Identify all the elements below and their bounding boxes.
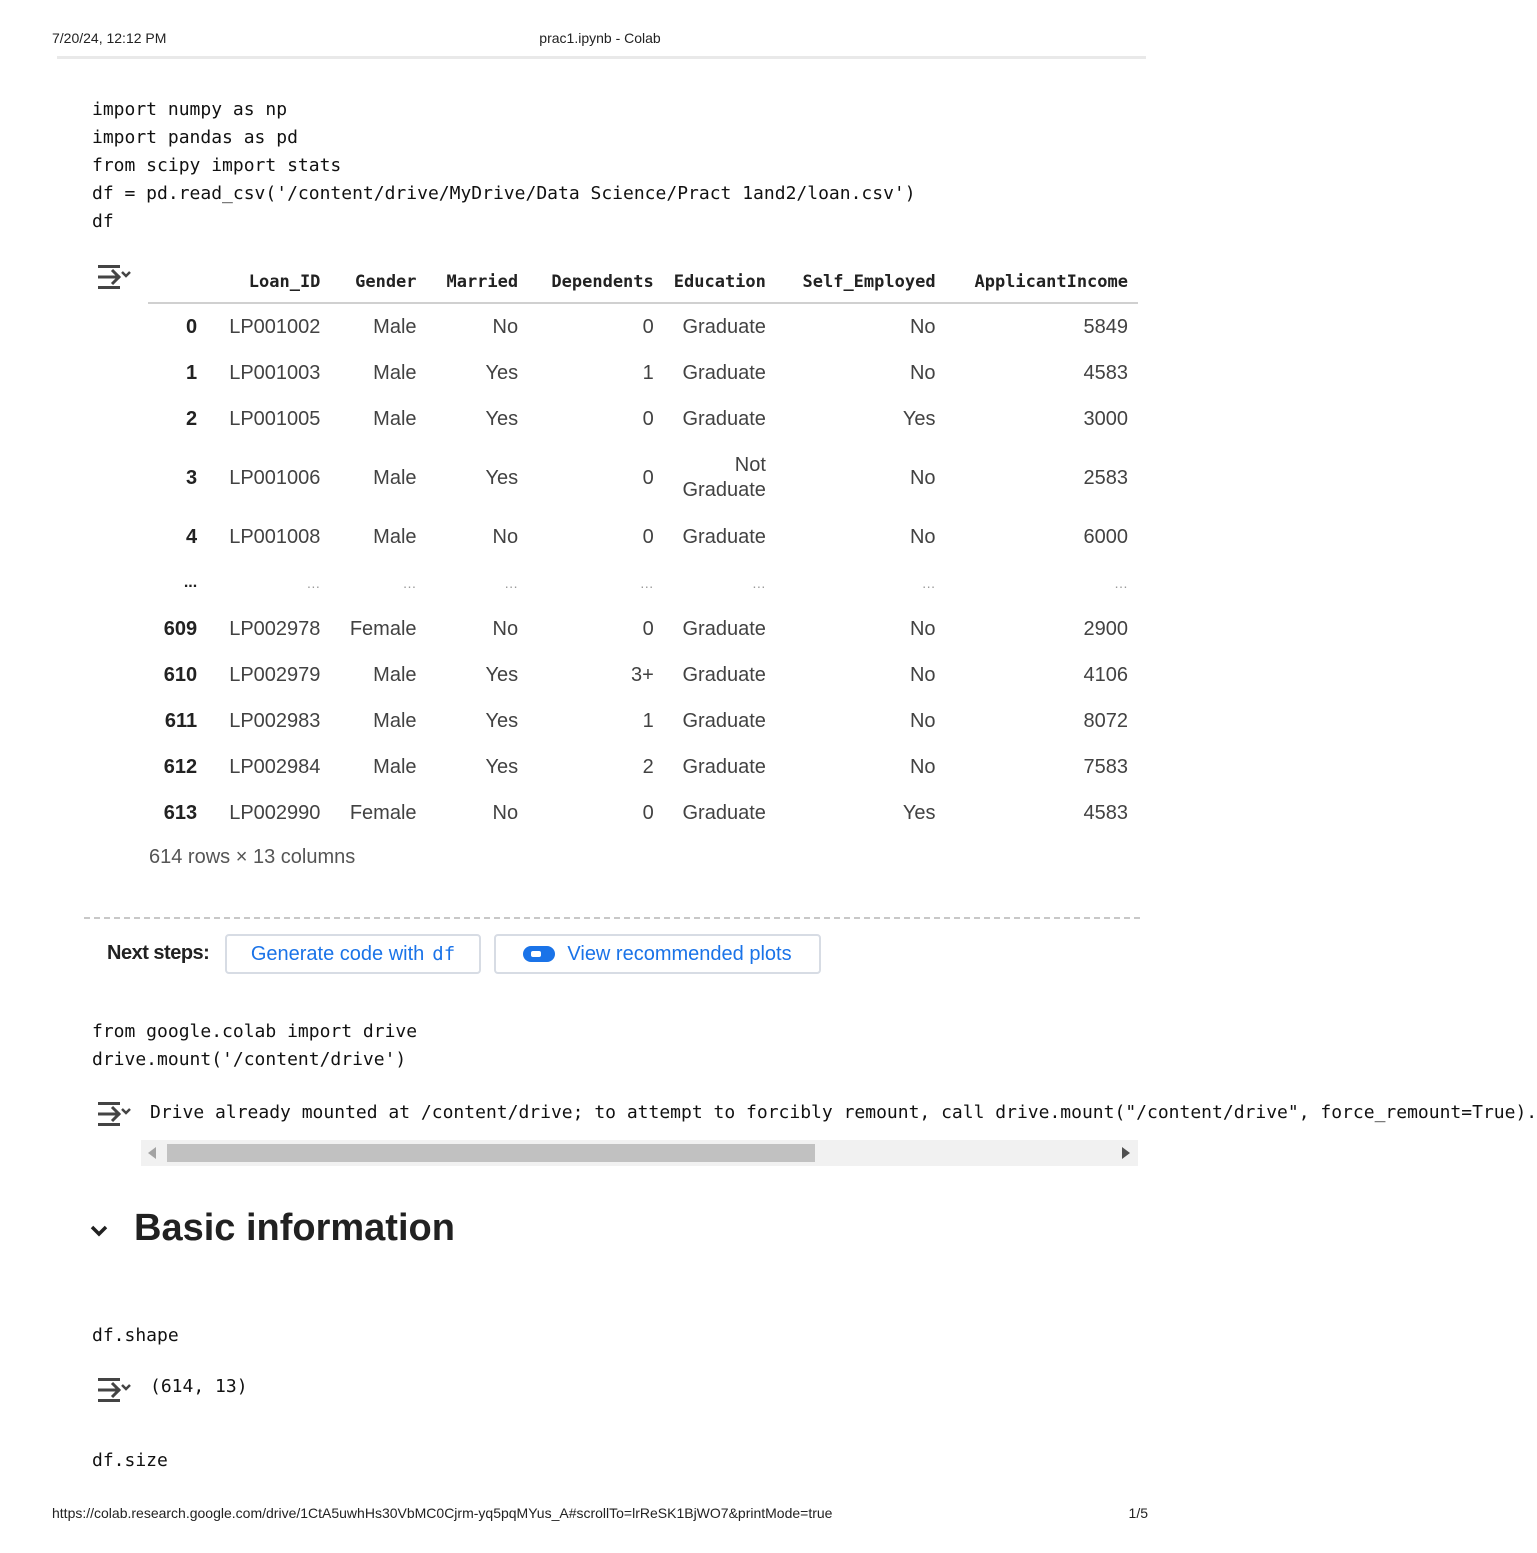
table-cell: Graduate bbox=[682, 315, 766, 338]
table-row bbox=[148, 396, 1138, 442]
table-row bbox=[148, 350, 1138, 396]
table-cell: Male bbox=[373, 315, 417, 338]
table-cell: … bbox=[402, 575, 417, 591]
table-cell: Yes bbox=[485, 755, 519, 778]
table-cell: 0 bbox=[642, 617, 654, 640]
output-toggle-icon[interactable] bbox=[96, 262, 132, 292]
table-cell: 7583 bbox=[1083, 755, 1128, 778]
output-toggle-icon[interactable] bbox=[96, 1099, 132, 1129]
table-cell: Female bbox=[349, 801, 417, 824]
table-cell: Yes bbox=[485, 407, 519, 430]
print-datetime: 7/20/24, 12:12 PM bbox=[52, 30, 167, 46]
table-cell: 4106 bbox=[1083, 663, 1128, 686]
table-header-row bbox=[148, 266, 1138, 303]
code-line: drive.mount('/content/drive') bbox=[92, 1049, 407, 1070]
column-header: Loan_ID bbox=[207, 266, 330, 303]
table-cell: … bbox=[504, 575, 519, 591]
table-cell: No bbox=[909, 361, 936, 384]
table-cell: LP002979 bbox=[229, 663, 321, 686]
generate-code-button[interactable] bbox=[225, 934, 481, 974]
table-row bbox=[148, 303, 1138, 350]
table-cell: LP002984 bbox=[229, 755, 321, 778]
column-header: Gender bbox=[330, 266, 426, 303]
code-cell-mount[interactable] bbox=[92, 1018, 417, 1074]
column-header: Married bbox=[427, 266, 529, 303]
row-index: 2 bbox=[186, 407, 198, 430]
table-cell: Graduate bbox=[682, 709, 766, 732]
table-cell: 2900 bbox=[1083, 617, 1128, 640]
table-cell: 3000 bbox=[1083, 407, 1128, 430]
table-row bbox=[148, 698, 1138, 744]
table-cell: Male bbox=[373, 755, 417, 778]
table-row bbox=[148, 652, 1138, 698]
table-cell: LP001003 bbox=[229, 361, 321, 384]
view-recommended-plots-button[interactable] bbox=[494, 934, 821, 974]
table-cell: Not Graduate bbox=[682, 454, 766, 501]
table-cell: 3+ bbox=[630, 663, 654, 686]
table-cell: LP001006 bbox=[229, 466, 321, 489]
table-row bbox=[148, 560, 1138, 606]
table-cell: Graduate bbox=[682, 755, 766, 778]
row-index: 609 bbox=[163, 617, 198, 640]
table-cell: … bbox=[751, 575, 766, 591]
table-cell: … bbox=[1114, 575, 1128, 591]
column-header: ApplicantIncome bbox=[946, 266, 1138, 303]
shape-output: (614, 13) bbox=[150, 1376, 248, 1397]
code-cell-size[interactable]: df.size bbox=[92, 1450, 168, 1471]
table-cell: Graduate bbox=[682, 361, 766, 384]
print-footer bbox=[52, 1505, 1148, 1525]
section-heading: Basic information bbox=[134, 1207, 455, 1249]
table-cell: No bbox=[492, 801, 519, 824]
table-cell: 0 bbox=[642, 315, 654, 338]
output-toggle-icon[interactable] bbox=[96, 1375, 132, 1405]
code-cell-load[interactable] bbox=[92, 96, 916, 236]
table-cell: Male bbox=[373, 709, 417, 732]
dataframe-table bbox=[148, 266, 1138, 836]
table-cell: … bbox=[639, 575, 654, 591]
generate-code-var: df bbox=[432, 943, 456, 965]
table-cell: 2583 bbox=[1083, 466, 1128, 489]
table-cell: … bbox=[306, 575, 321, 591]
table-row bbox=[148, 790, 1138, 836]
table-row bbox=[148, 442, 1138, 514]
plots-icon bbox=[523, 946, 555, 962]
table-cell: 6000 bbox=[1083, 525, 1128, 548]
table-cell: Graduate bbox=[682, 663, 766, 686]
table-cell: Graduate bbox=[682, 525, 766, 548]
table-cell: Male bbox=[373, 407, 417, 430]
row-index: ... bbox=[183, 574, 198, 591]
table-cell: Yes bbox=[485, 709, 519, 732]
generate-code-label: Generate code with bbox=[250, 942, 425, 965]
print-title: prac1.ipynb - Colab bbox=[539, 30, 661, 46]
table-cell: Yes bbox=[902, 801, 936, 824]
table-cell: Yes bbox=[485, 361, 519, 384]
row-index: 610 bbox=[163, 663, 198, 686]
row-index: 1 bbox=[186, 361, 198, 384]
table-cell: No bbox=[909, 466, 936, 489]
table-cell: LP002990 bbox=[229, 801, 321, 824]
row-index: 611 bbox=[164, 709, 198, 732]
table-cell: Yes bbox=[902, 407, 936, 430]
table-cell: No bbox=[909, 663, 936, 686]
table-cell: No bbox=[492, 315, 519, 338]
row-index: 0 bbox=[186, 315, 198, 338]
table-cell: Graduate bbox=[682, 407, 766, 430]
code-line: from google.colab import drive bbox=[92, 1021, 418, 1042]
table-cell: 5849 bbox=[1083, 315, 1128, 338]
table-cell: 1 bbox=[642, 361, 654, 384]
table-cell: LP002978 bbox=[229, 617, 321, 640]
column-header: Education bbox=[664, 266, 776, 303]
view-plots-label: View recommended plots bbox=[567, 942, 792, 965]
table-row bbox=[148, 606, 1138, 652]
row-index: 612 bbox=[163, 755, 198, 778]
table-cell: LP001005 bbox=[229, 407, 321, 430]
table-cell: LP001008 bbox=[229, 525, 321, 548]
table-row bbox=[148, 514, 1138, 560]
column-header: Self_Employed bbox=[776, 266, 946, 303]
table-cell: Yes bbox=[485, 466, 519, 489]
header-divider bbox=[57, 56, 1146, 59]
next-steps-divider bbox=[84, 917, 1140, 919]
table-cell: No bbox=[909, 315, 936, 338]
column-header bbox=[148, 266, 207, 303]
table-cell: Yes bbox=[485, 663, 519, 686]
table-row bbox=[148, 744, 1138, 790]
table-cell: Graduate bbox=[682, 801, 766, 824]
mount-output-text: Drive already mounted at /content/drive; to attempt to forcibly remount, call drive.mount("/content/drive", force_remount=True). bbox=[150, 1102, 1537, 1123]
output-horizontal-scrollbar[interactable] bbox=[141, 1140, 1138, 1166]
table-cell: … bbox=[921, 575, 936, 591]
table-cell: 0 bbox=[642, 801, 654, 824]
table-cell: No bbox=[492, 525, 519, 548]
table-cell: LP001002 bbox=[229, 315, 321, 338]
print-header bbox=[52, 30, 1148, 50]
table-cell: 0 bbox=[642, 466, 654, 489]
code-line: import pandas as pd bbox=[92, 127, 298, 148]
table-cell: Male bbox=[373, 361, 417, 384]
table-cell: No bbox=[909, 709, 936, 732]
row-index: 613 bbox=[163, 801, 198, 824]
table-cell: No bbox=[909, 617, 936, 640]
table-cell: No bbox=[909, 525, 936, 548]
table-cell: Male bbox=[373, 525, 417, 548]
row-index: 4 bbox=[186, 525, 198, 548]
table-cell: 2 bbox=[642, 755, 654, 778]
column-header: Dependents bbox=[528, 266, 664, 303]
table-cell: Male bbox=[373, 663, 417, 686]
chevron-down-icon[interactable] bbox=[88, 1220, 110, 1242]
scroll-left-arrow-icon[interactable] bbox=[148, 1147, 156, 1159]
print-url: https://colab.research.google.com/drive/1CtA5uwhHs30VbMC0Cjrm-yq5pqMYus_A#scrollTo=lrReSK1BjWO7&printMode=true bbox=[52, 1505, 833, 1521]
table-cell: 4583 bbox=[1083, 361, 1128, 384]
next-steps-label: Next steps: bbox=[107, 942, 210, 964]
code-line: import numpy as np bbox=[92, 99, 288, 120]
table-cell: Female bbox=[349, 617, 417, 640]
code-line: df bbox=[92, 211, 114, 232]
table-cell: No bbox=[492, 617, 519, 640]
code-line: from scipy import stats bbox=[92, 155, 342, 176]
table-cell: 0 bbox=[642, 525, 654, 548]
table-cell: 0 bbox=[642, 407, 654, 430]
table-cell: 8072 bbox=[1083, 709, 1128, 732]
table-cell: 4583 bbox=[1083, 801, 1128, 824]
code-line: df = pd.read_csv('/content/drive/MyDrive/Data Science/Pract 1and2/loan.csv') bbox=[92, 183, 916, 204]
table-cell: Male bbox=[373, 466, 417, 489]
print-page-number: 1/5 bbox=[1128, 1505, 1148, 1521]
table-cell: 1 bbox=[642, 709, 654, 732]
table-cell: No bbox=[909, 755, 936, 778]
scrollbar-thumb[interactable] bbox=[167, 1144, 815, 1162]
scroll-right-arrow-icon[interactable] bbox=[1122, 1147, 1130, 1159]
code-cell-shape[interactable]: df.shape bbox=[92, 1325, 179, 1346]
row-index: 3 bbox=[186, 466, 198, 489]
table-cell: Graduate bbox=[682, 617, 766, 640]
row-count-label: 614 rows × 13 columns bbox=[149, 846, 356, 868]
table-cell: LP002983 bbox=[229, 709, 321, 732]
